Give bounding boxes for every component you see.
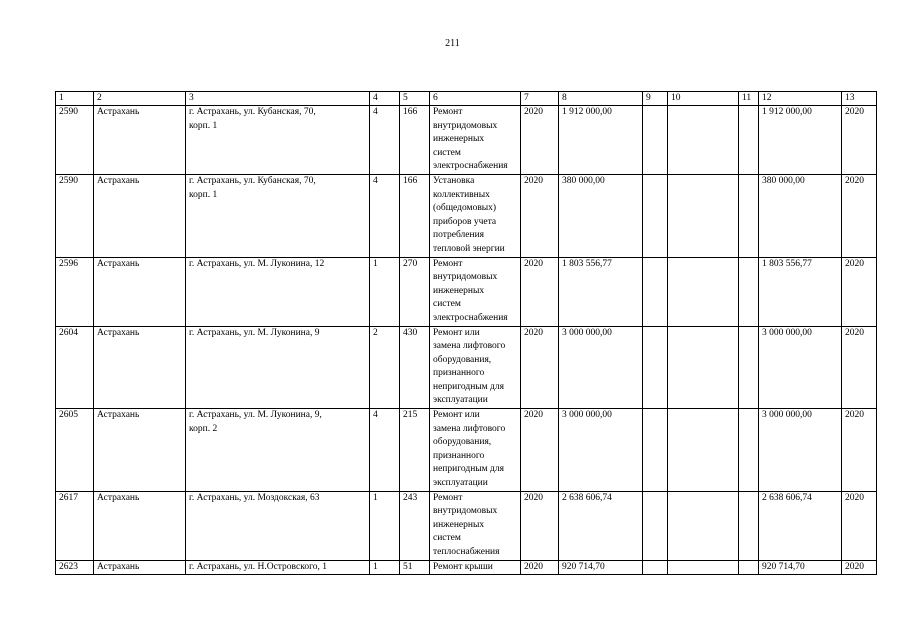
table-row bbox=[56, 257, 877, 326]
row-number: 2623 bbox=[56, 560, 94, 575]
col11-cell bbox=[739, 326, 759, 409]
address-line: корп. 1 bbox=[189, 189, 218, 200]
apartments-cell: 215 bbox=[400, 409, 430, 492]
work-type-line: инженерных bbox=[433, 134, 485, 145]
address-cell bbox=[186, 491, 370, 560]
year-cell: 2020 bbox=[521, 257, 559, 326]
column-number-8: 8 bbox=[559, 92, 643, 106]
col10-cell bbox=[668, 174, 739, 257]
col10-cell bbox=[668, 491, 739, 560]
city-cell: Астрахань bbox=[94, 106, 186, 175]
work-type-line: оборудования, bbox=[433, 354, 492, 365]
col12-cost-cell: 920 714,70 bbox=[759, 560, 842, 575]
col12-cost-cell: 3 000 000,00 bbox=[759, 326, 842, 409]
total-cost-cell: 380 000,00 bbox=[559, 174, 643, 257]
apartments-cell: 270 bbox=[400, 257, 430, 326]
col10-cell bbox=[668, 560, 739, 575]
floors-cell: 1 bbox=[370, 560, 400, 575]
work-type-line: замена лифтового bbox=[433, 341, 506, 352]
table-row bbox=[56, 326, 877, 409]
year-cell: 2020 bbox=[521, 409, 559, 492]
column-number-13: 13 bbox=[842, 92, 877, 106]
table-row bbox=[56, 174, 877, 257]
col12-cost-cell: 3 000 000,00 bbox=[759, 409, 842, 492]
col12-cost-cell: 1 803 556,77 bbox=[759, 257, 842, 326]
work-type-line: электроснабжения bbox=[433, 161, 508, 172]
work-type-line: непригодным для bbox=[433, 464, 504, 475]
work-type-line: признанного bbox=[433, 450, 485, 461]
work-type-line: электроснабжения bbox=[433, 312, 508, 323]
work-type-cell bbox=[430, 106, 521, 175]
work-type-line: коллективных bbox=[433, 189, 490, 200]
column-number-6: 6 bbox=[430, 92, 521, 106]
col9-cell bbox=[643, 491, 668, 560]
address-line: г. Астрахань, ул. М. Луконина, 9 bbox=[189, 327, 320, 338]
year-cell: 2020 bbox=[521, 326, 559, 409]
address-cell bbox=[186, 106, 370, 175]
page-number: 211 bbox=[445, 38, 460, 49]
work-type-line: признанного bbox=[433, 368, 485, 379]
work-type-line: (общедомовых) bbox=[433, 203, 497, 214]
work-type-line: Установка bbox=[433, 175, 475, 186]
floors-cell: 2 bbox=[370, 326, 400, 409]
work-type-line: потребления bbox=[433, 230, 485, 241]
column-number-row bbox=[56, 92, 877, 106]
work-type-cell bbox=[430, 491, 521, 560]
address-line: корп. 2 bbox=[189, 423, 218, 434]
year-cell: 2020 bbox=[521, 106, 559, 175]
col9-cell bbox=[643, 174, 668, 257]
city-cell: Астрахань bbox=[94, 174, 186, 257]
work-type-cell bbox=[430, 326, 521, 409]
table-row bbox=[56, 106, 877, 175]
row-number: 2590 bbox=[56, 174, 94, 257]
col13-year-cell: 2020 bbox=[842, 174, 877, 257]
address-line: г. Астрахань, ул. Кубанская, 70, bbox=[189, 175, 316, 186]
city-cell: Астрахань bbox=[94, 326, 186, 409]
work-type-line: тепловой энергии bbox=[433, 243, 505, 254]
column-number-11: 11 bbox=[739, 92, 759, 106]
address-line: корп. 1 bbox=[189, 120, 218, 131]
col13-year-cell: 2020 bbox=[842, 326, 877, 409]
work-type-line: инженерных bbox=[433, 285, 485, 296]
year-cell: 2020 bbox=[521, 174, 559, 257]
work-type-cell bbox=[430, 409, 521, 492]
address-cell bbox=[186, 257, 370, 326]
floors-cell: 4 bbox=[370, 106, 400, 175]
total-cost-cell: 3 000 000,00 bbox=[559, 409, 643, 492]
work-type-line: внутридомовых bbox=[433, 272, 498, 283]
work-type-cell bbox=[430, 174, 521, 257]
col12-cost-cell: 2 638 606,74 bbox=[759, 491, 842, 560]
row-number: 2617 bbox=[56, 491, 94, 560]
col10-cell bbox=[668, 257, 739, 326]
work-type-line: инженерных bbox=[433, 519, 485, 530]
repair-register-table bbox=[55, 91, 877, 575]
col9-cell bbox=[643, 106, 668, 175]
city-cell: Астрахань bbox=[94, 491, 186, 560]
total-cost-cell: 3 000 000,00 bbox=[559, 326, 643, 409]
apartments-cell: 166 bbox=[400, 106, 430, 175]
total-cost-cell: 1 803 556,77 bbox=[559, 257, 643, 326]
work-type-line: Ремонт или bbox=[433, 327, 480, 338]
row-number: 2590 bbox=[56, 106, 94, 175]
work-type-line: замена лифтового bbox=[433, 423, 506, 434]
column-number-12: 12 bbox=[759, 92, 842, 106]
col13-year-cell: 2020 bbox=[842, 409, 877, 492]
work-type-line: Ремонт bbox=[433, 107, 463, 117]
column-number-1: 1 bbox=[56, 92, 94, 106]
floors-cell: 1 bbox=[370, 257, 400, 326]
apartments-cell: 430 bbox=[400, 326, 430, 409]
col11-cell bbox=[739, 106, 759, 175]
work-type-line: Ремонт или bbox=[433, 410, 480, 421]
total-cost-cell: 1 912 000,00 bbox=[559, 106, 643, 175]
col12-cost-cell: 380 000,00 bbox=[759, 174, 842, 257]
table-row bbox=[56, 560, 877, 575]
work-type-line: внутридомовых bbox=[433, 120, 498, 131]
column-number-5: 5 bbox=[400, 92, 430, 106]
city-cell: Астрахань bbox=[94, 257, 186, 326]
col11-cell bbox=[739, 491, 759, 560]
address-line: г. Астрахань, ул. Н.Островского, 1 bbox=[189, 561, 328, 572]
floors-cell: 4 bbox=[370, 409, 400, 492]
city-cell: Астрахань bbox=[94, 560, 186, 575]
row-number: 2596 bbox=[56, 257, 94, 326]
col9-cell bbox=[643, 409, 668, 492]
year-cell: 2020 bbox=[521, 491, 559, 560]
apartments-cell: 51 bbox=[400, 560, 430, 575]
city-cell: Астрахань bbox=[94, 409, 186, 492]
floors-cell: 4 bbox=[370, 174, 400, 257]
address-cell bbox=[186, 560, 370, 575]
work-type-line: Ремонт bbox=[433, 492, 463, 503]
column-number-2: 2 bbox=[94, 92, 186, 106]
column-number-7: 7 bbox=[521, 92, 559, 106]
work-type-line: эксплуатации bbox=[433, 395, 488, 406]
col13-year-cell: 2020 bbox=[842, 560, 877, 575]
apartments-cell: 243 bbox=[400, 491, 430, 560]
work-type-line: оборудования, bbox=[433, 437, 492, 448]
work-type-line: систем bbox=[433, 533, 461, 544]
row-number: 2605 bbox=[56, 409, 94, 492]
work-type-line: приборов учета bbox=[433, 216, 497, 227]
col13-year-cell: 2020 bbox=[842, 257, 877, 326]
total-cost-cell: 2 638 606,74 bbox=[559, 491, 643, 560]
col11-cell bbox=[739, 560, 759, 575]
col13-year-cell: 2020 bbox=[842, 491, 877, 560]
table-body bbox=[56, 106, 877, 575]
row-number: 2604 bbox=[56, 326, 94, 409]
work-type-line: эксплуатации bbox=[433, 478, 488, 489]
col11-cell bbox=[739, 174, 759, 257]
col13-year-cell: 2020 bbox=[842, 106, 877, 175]
address-cell bbox=[186, 326, 370, 409]
work-type-line: теплоснабжения bbox=[433, 547, 500, 557]
work-type-line: систем bbox=[433, 299, 461, 310]
column-number-9: 9 bbox=[643, 92, 668, 106]
work-type-line: Ремонт bbox=[433, 258, 463, 269]
work-type-line: Ремонт крыши bbox=[433, 561, 493, 572]
address-line: г. Астрахань, ул. М. Луконина, 12 bbox=[189, 258, 325, 269]
col9-cell bbox=[643, 560, 668, 575]
col9-cell bbox=[643, 257, 668, 326]
year-cell: 2020 bbox=[521, 560, 559, 575]
table-row bbox=[56, 491, 877, 560]
col10-cell bbox=[668, 326, 739, 409]
apartments-cell: 166 bbox=[400, 174, 430, 257]
address-line: г. Астрахань, ул. Моздокская, 63 bbox=[189, 492, 320, 503]
address-line: г. Астрахань, ул. Кубанская, 70, bbox=[189, 107, 316, 117]
col9-cell bbox=[643, 326, 668, 409]
floors-cell: 1 bbox=[370, 491, 400, 560]
work-type-cell bbox=[430, 257, 521, 326]
col10-cell bbox=[668, 409, 739, 492]
column-number-4: 4 bbox=[370, 92, 400, 106]
total-cost-cell: 920 714,70 bbox=[559, 560, 643, 575]
work-type-line: непригодным для bbox=[433, 381, 504, 392]
col11-cell bbox=[739, 409, 759, 492]
table-row bbox=[56, 409, 877, 492]
col12-cost-cell: 1 912 000,00 bbox=[759, 106, 842, 175]
work-type-line: систем bbox=[433, 147, 461, 158]
address-cell bbox=[186, 409, 370, 492]
address-cell bbox=[186, 174, 370, 257]
work-type-cell bbox=[430, 560, 521, 575]
column-number-3: 3 bbox=[186, 92, 370, 106]
col10-cell bbox=[668, 106, 739, 175]
address-line: г. Астрахань, ул. М. Луконина, 9, bbox=[189, 410, 322, 421]
col11-cell bbox=[739, 257, 759, 326]
work-type-line: внутридомовых bbox=[433, 506, 498, 517]
column-number-10: 10 bbox=[668, 92, 739, 106]
